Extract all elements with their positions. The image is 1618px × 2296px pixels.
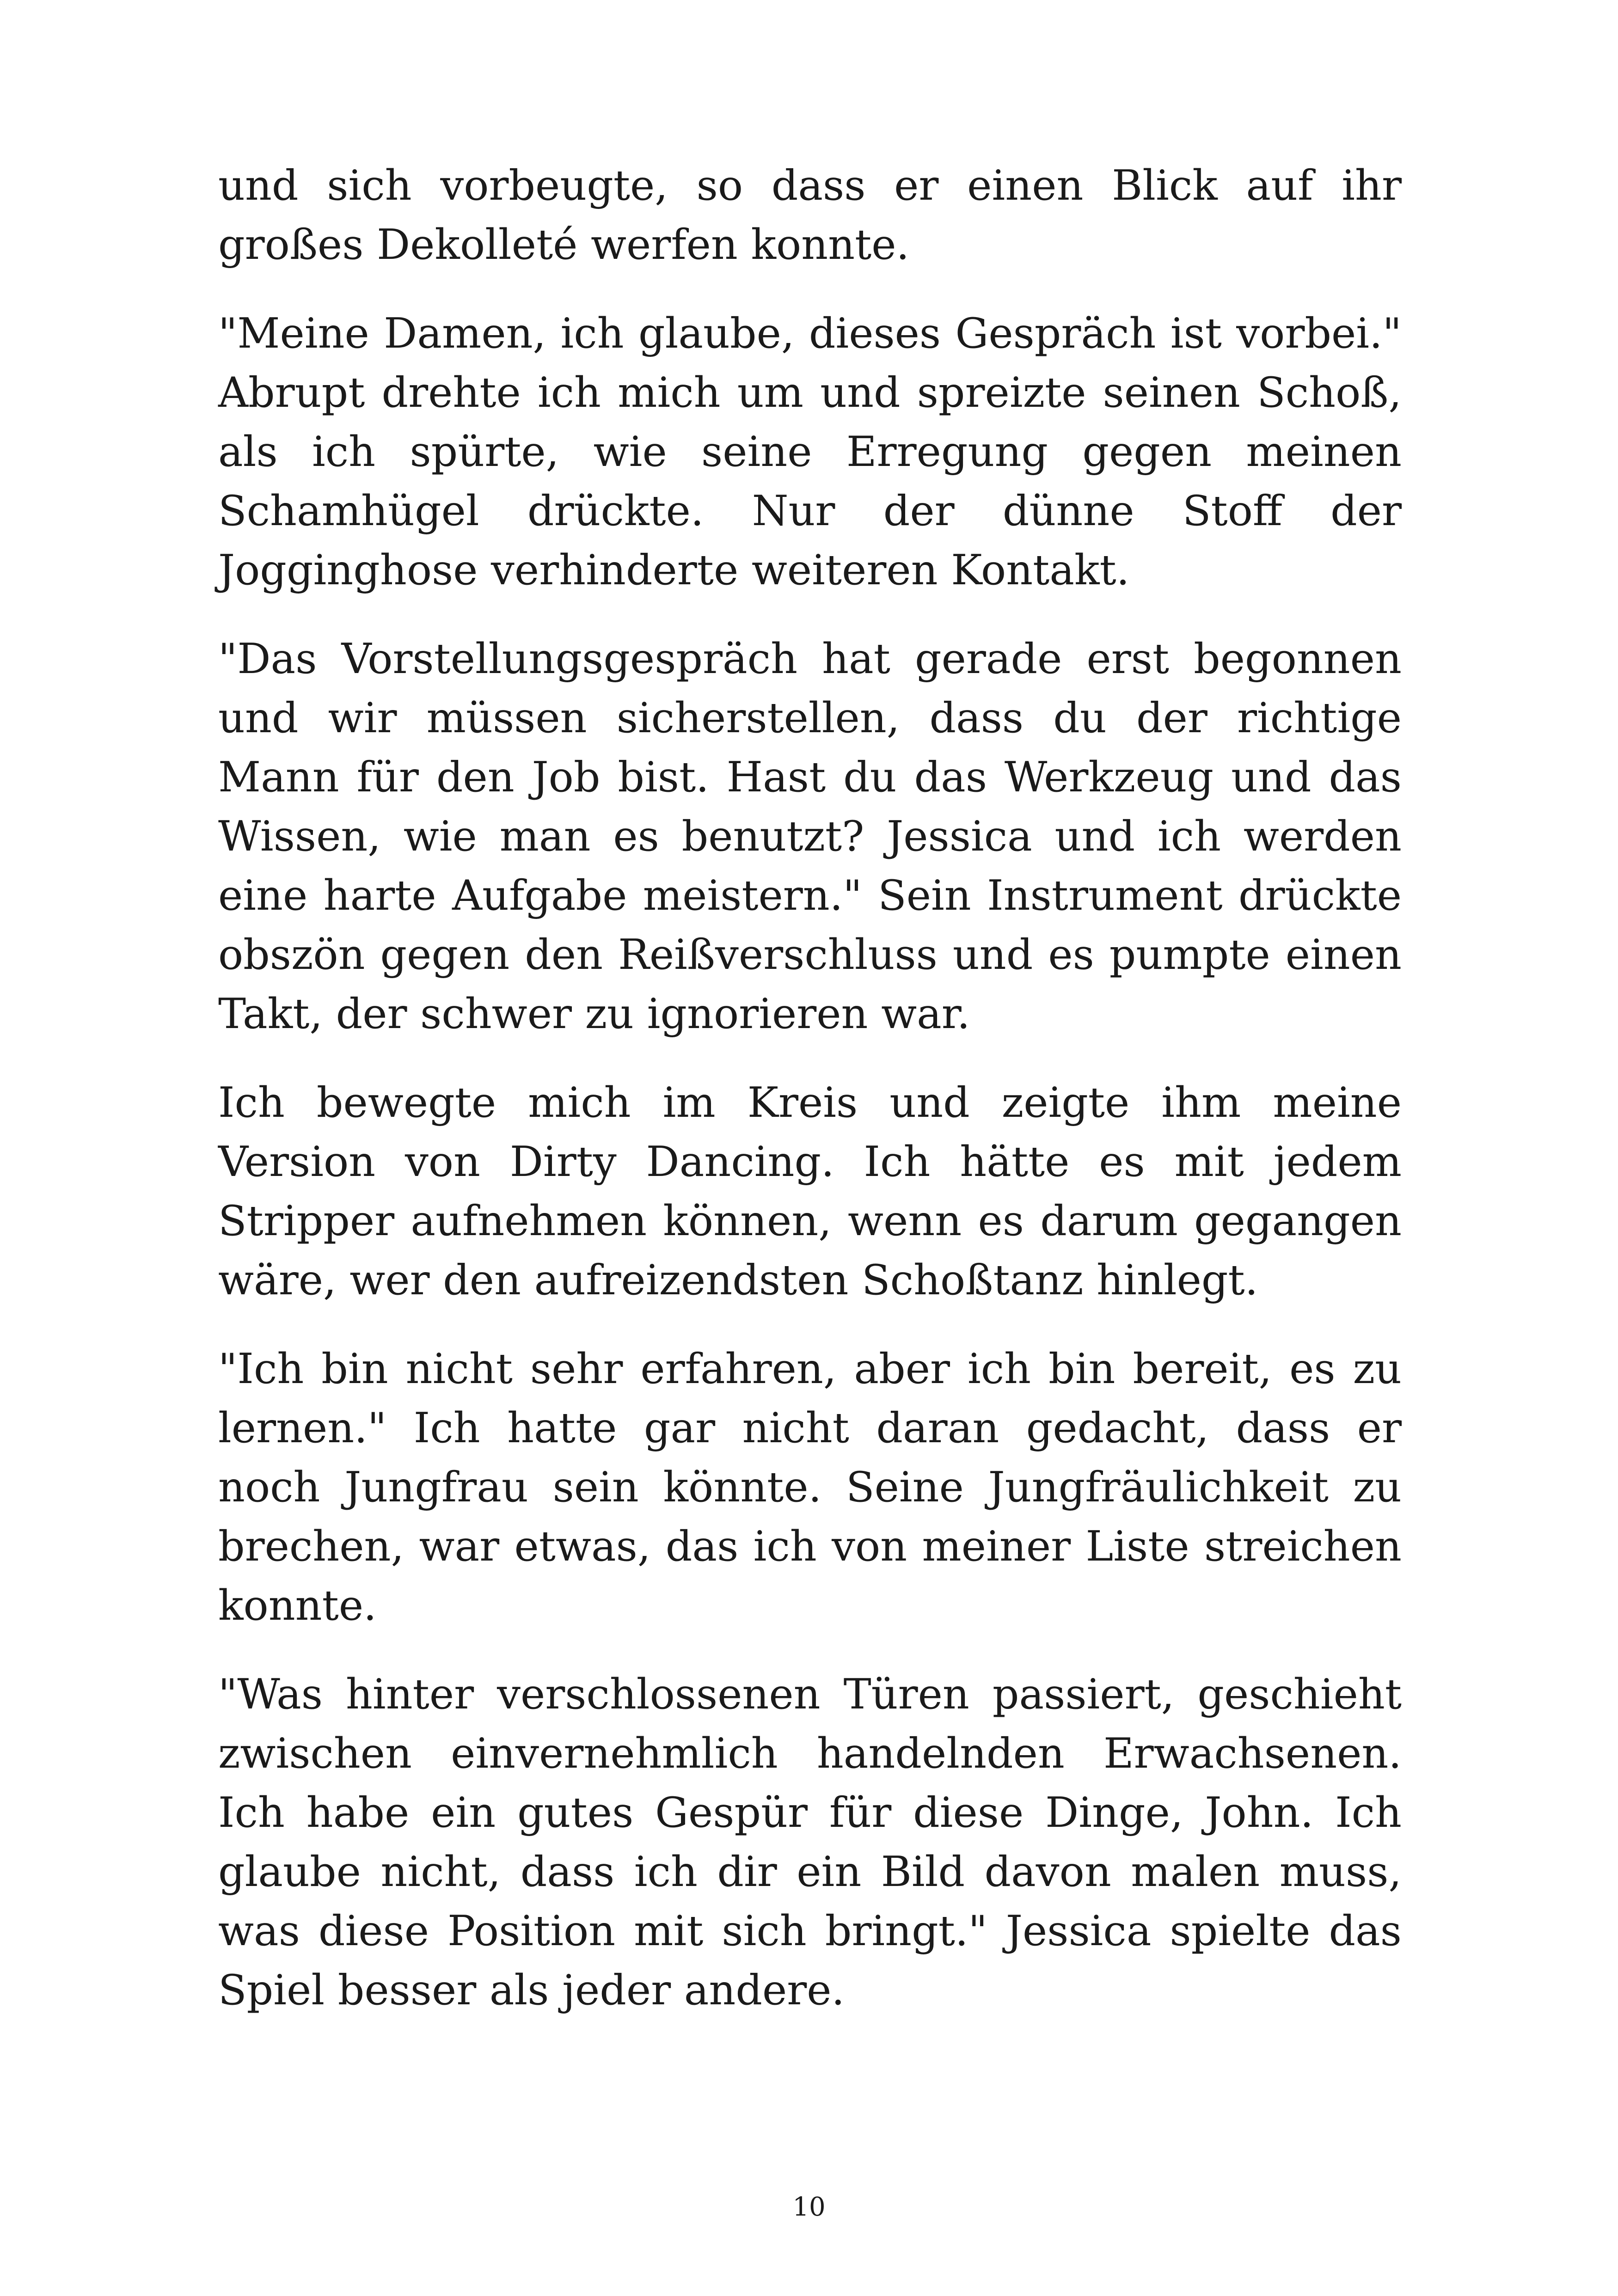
paragraph-5: "Ich bin nicht sehr erfahren, aber ich bin bereit, es zu lernen." Ich hatte gar nicht daran gedacht, dass er noch Jungfrau sein könnte. Seine Jungfräulichkeit zu brechen, war etwas, das ich von meiner Liste streichen konnte. <box>218 1345 1402 1630</box>
paragraph-4: Ich bewegte mich im Kreis und zeigte ihm meine Version von Dirty Dancing. Ich hätte es mit jedem Stripper aufnehmen können, wenn es darum gegangen wäre, wer den aufreizendsten Schoßtanz hinlegt. <box>218 1078 1402 1304</box>
page-number: 10 <box>792 2192 826 2222</box>
paragraph-1: und sich vorbeugte, so dass er einen Blick auf ihr großes Dekolleté werfen konnte. <box>218 161 1402 269</box>
paragraph-2: "Meine Damen, ich glaube, dieses Gespräch ist vorbei." Abrupt drehte ich mich um und spreizte seinen Schoß, als ich spürte, wie seine Erregung gegen meinen Schamhügel drückte. Nur der dünne Stoff der Jogginghose verhinderte weiteren Kontakt. <box>218 309 1402 594</box>
body-text <box>218 156 1402 2050</box>
paragraph-6: "Was hinter verschlossenen Türen passiert, geschieht zwischen einvernehmlich handelnden Erwachsenen. Ich habe ein gutes Gespür für diese Dinge, John. Ich glaube nicht, dass ich dir ein Bild davon malen muss, was diese Position mit sich bringt." Jessica spielte das Spiel besser als jeder andere. <box>218 1670 1402 2014</box>
paragraph-3: "Das Vorstellungsgespräch hat gerade erst begonnen und wir müssen sicherstellen, dass du der richtige Mann für den Job bist. Hast du das Werkzeug und das Wissen, wie man es benutzt? Jessica und ich werden eine harte Aufgabe meistern." Sein Instrument drückte obszön gegen den Reißverschluss und es pumpte einen Takt, der schwer zu ignorieren war. <box>218 635 1402 1038</box>
